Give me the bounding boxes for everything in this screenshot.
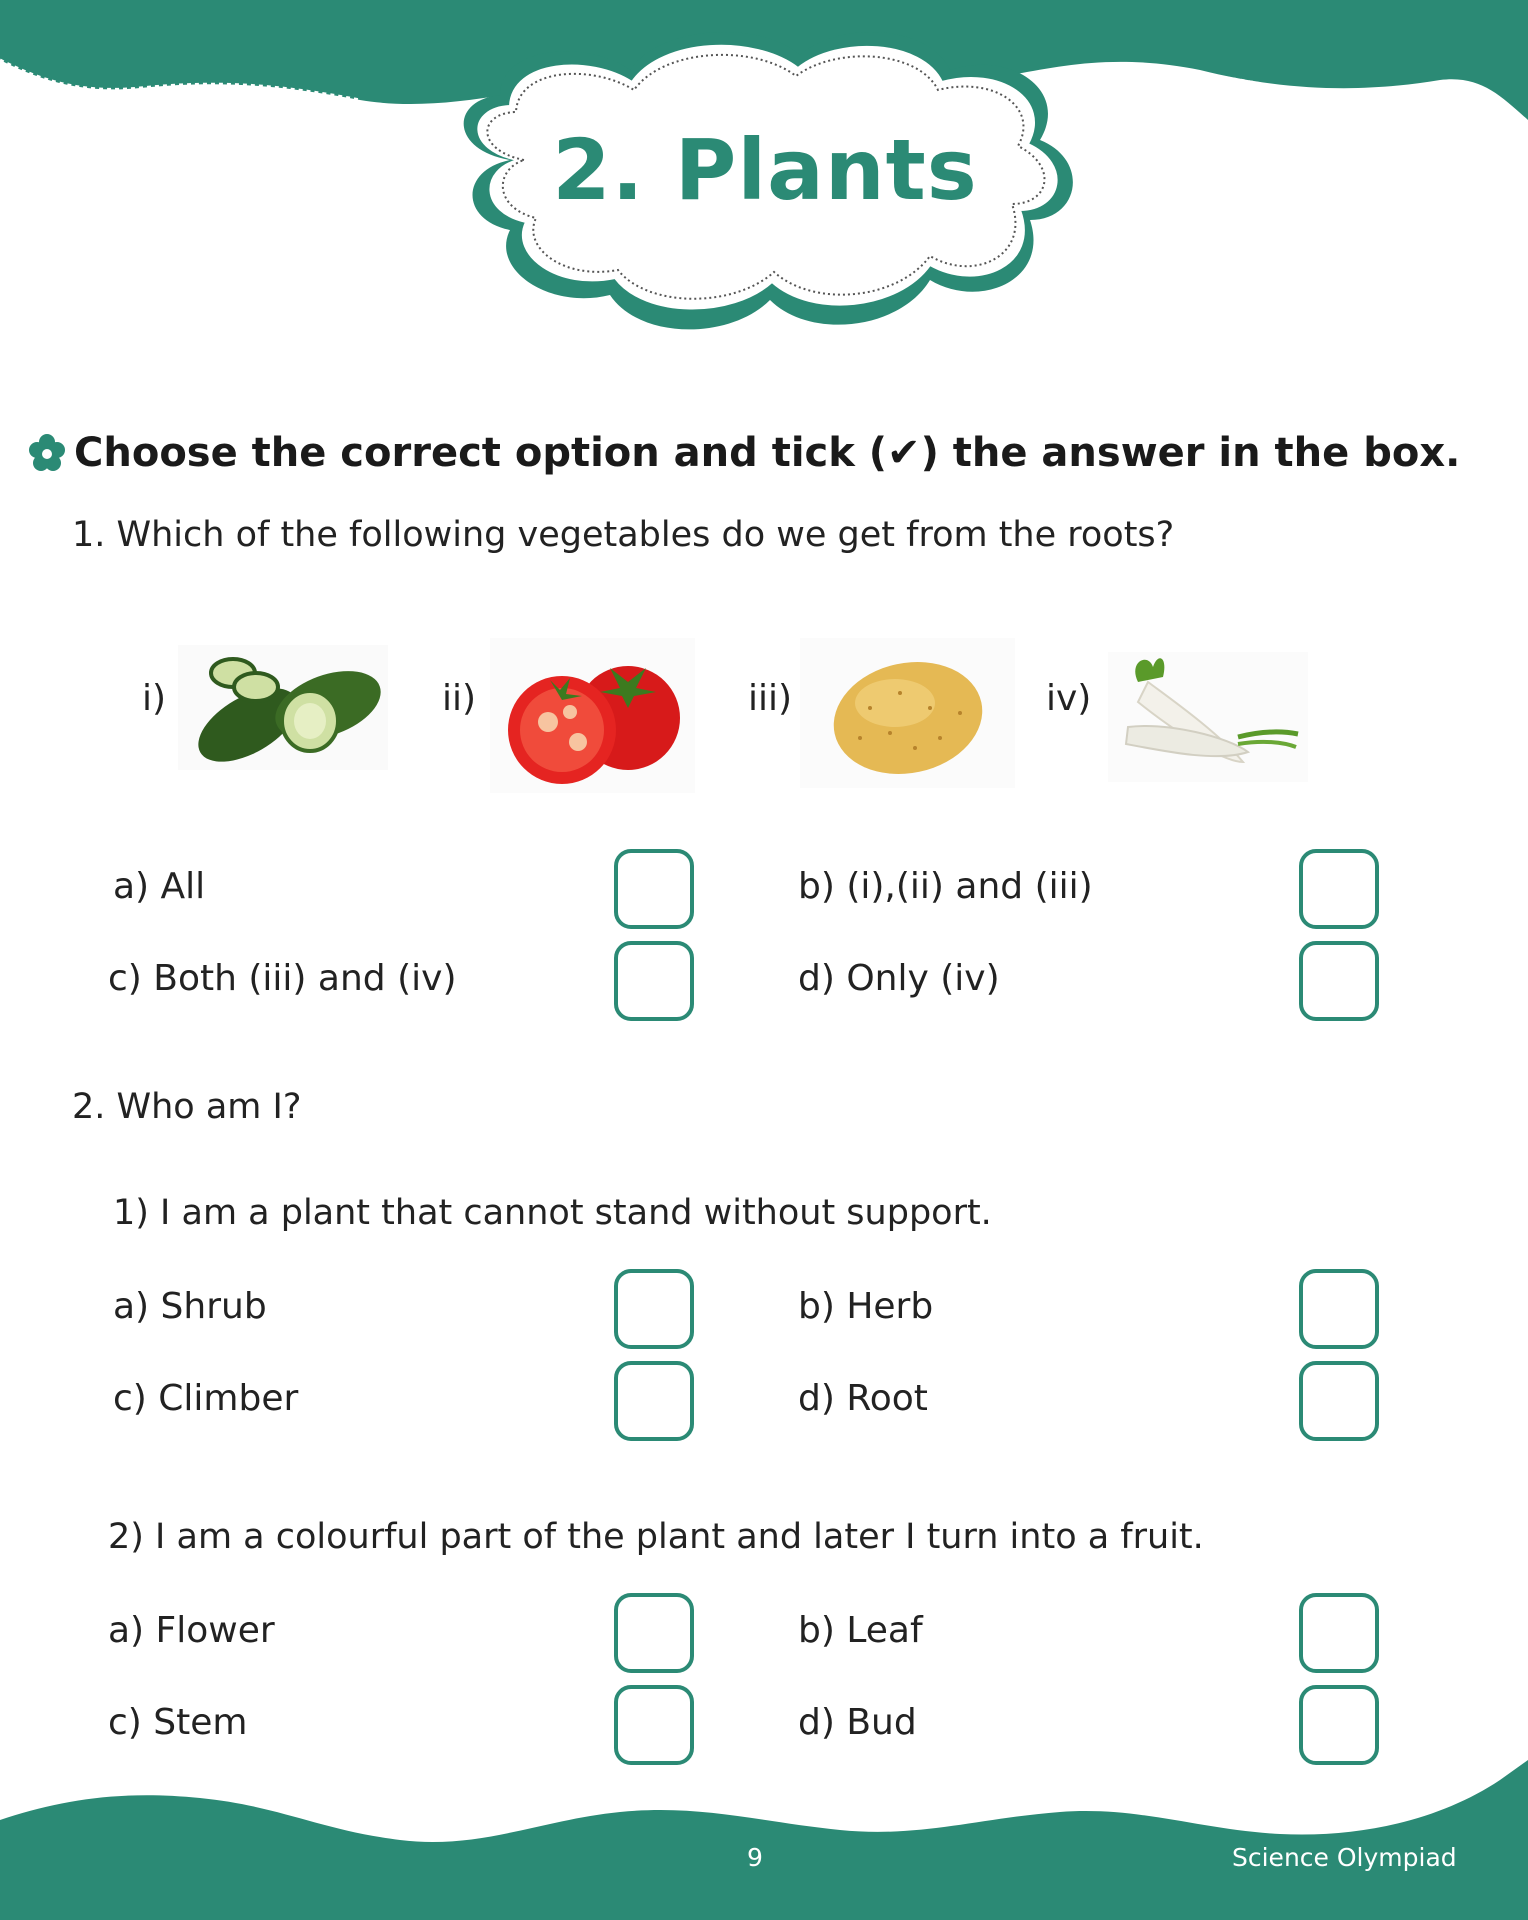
page-number: 9 [747,1843,763,1872]
tomato-icon [490,638,695,793]
image-label-iii: iii) [748,678,793,719]
q2-2-option-d: d) Bud [798,1702,917,1743]
flower-icon [26,432,68,474]
question-2: 2. Who am I? [72,1087,302,1127]
q2-2-option-b: b) Leaf [798,1610,923,1651]
q2-1-option-b: b) Herb [798,1286,934,1327]
q1-option-c: c) Both (iii) and (iv) [108,958,457,999]
q2-1-option-d: d) Root [798,1378,928,1419]
q1-checkbox-a[interactable] [614,849,694,929]
q1-checkbox-d[interactable] [1299,941,1379,1021]
q1-checkbox-b[interactable] [1299,849,1379,929]
q2-1-option-c: c) Climber [113,1378,299,1419]
q2-2-checkbox-a[interactable] [614,1593,694,1673]
image-label-iv: iv) [1046,678,1092,719]
q1-option-d: d) Only (iv) [798,958,1000,999]
image-label-i: i) [142,678,167,719]
cucumber-icon [178,645,388,770]
question-2-sub-2: 2) I am a colourful part of the plant and later I turn into a fruit. [108,1517,1204,1557]
q2-2-checkbox-d[interactable] [1299,1685,1379,1765]
q2-2-option-c: c) Stem [108,1702,248,1743]
q2-2-option-a: a) Flower [108,1610,275,1651]
q2-2-checkbox-b[interactable] [1299,1593,1379,1673]
instruction [26,425,1460,481]
q1-option-a: a) All [113,866,206,907]
book-title: Science Olympiad [1232,1843,1457,1872]
q2-1-checkbox-a[interactable] [614,1269,694,1349]
page-title: 2. Plants [552,121,978,219]
q2-1-checkbox-d[interactable] [1299,1361,1379,1441]
image-label-ii: ii) [442,678,477,719]
question-2-sub-1: 1) I am a plant that cannot stand without support. [113,1193,992,1233]
q1-option-b: b) (i),(ii) and (iii) [798,866,1093,907]
q2-1-option-a: a) Shrub [113,1286,267,1327]
bottom-wave-footer [0,1760,1528,1920]
radish-icon [1108,652,1308,782]
question-1: 1. Which of the following vegetables do we get from the roots? [72,515,1175,555]
instruction-text: Choose the correct option and tick (✔) the answer in the box. [74,430,1461,476]
q1-checkbox-c[interactable] [614,941,694,1021]
q2-1-checkbox-c[interactable] [614,1361,694,1441]
potato-icon [800,638,1015,788]
q2-1-checkbox-b[interactable] [1299,1269,1379,1349]
q2-2-checkbox-c[interactable] [614,1685,694,1765]
